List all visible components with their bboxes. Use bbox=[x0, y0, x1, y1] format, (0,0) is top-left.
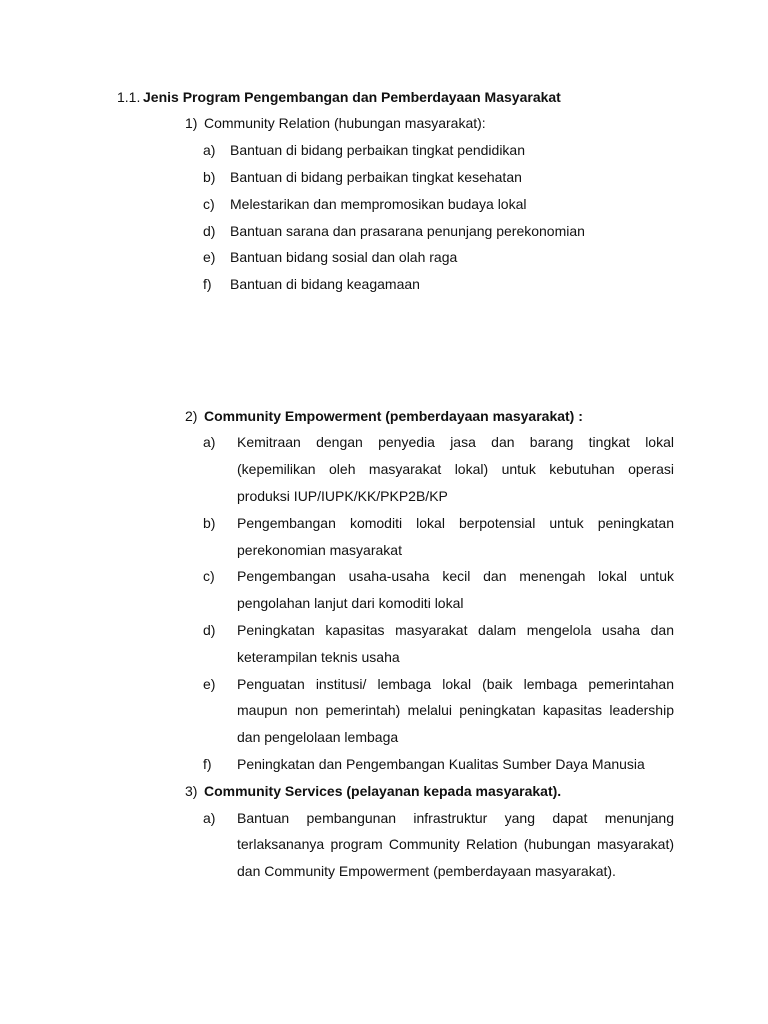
heading-number: 1.1. bbox=[117, 88, 141, 105]
list-item bbox=[0, 164, 768, 191]
list-marker: a) bbox=[203, 142, 216, 159]
item-text-line: Bantuan di bidang perbaikan tingkat pendidikan bbox=[230, 142, 526, 159]
list-marker: d) bbox=[203, 621, 216, 638]
item-text-line: keterampilan teknis usaha bbox=[237, 648, 400, 665]
item-text-line: maupun non pemerintah) melalui peningkatan kapasitas leadership bbox=[237, 702, 674, 719]
item-text-line: pengolahan lanjut dari komoditi lokal bbox=[237, 595, 464, 612]
list-marker: c) bbox=[203, 195, 215, 212]
item-text-line: Penguatan institusi/ lembaga lokal (baik lembaga pemerintahan bbox=[237, 675, 674, 692]
list-item bbox=[0, 271, 768, 298]
list-item bbox=[0, 429, 768, 509]
item-text-line: Bantuan pembangunan infrastruktur yang dapat menunjang bbox=[237, 809, 674, 826]
section-block-1 bbox=[0, 84, 768, 298]
list-item bbox=[0, 191, 768, 218]
item-text-line: dan pengelolaan lembaga bbox=[237, 729, 399, 746]
subsection-number: 1) bbox=[185, 115, 198, 132]
list-item bbox=[0, 244, 768, 271]
list-marker: a) bbox=[203, 434, 216, 451]
item-text-line: Peningkatan kapasitas masyarakat dalam mengelola usaha dan bbox=[237, 621, 674, 638]
list-item bbox=[0, 805, 768, 885]
subsection-title-text: Community Empowerment (pemberdayaan masyarakat) : bbox=[204, 407, 583, 424]
list-item bbox=[0, 563, 768, 617]
list-item bbox=[0, 751, 768, 778]
list-marker: e) bbox=[203, 675, 216, 692]
subsection-number: 2) bbox=[185, 407, 198, 424]
list-item bbox=[0, 671, 768, 751]
list-marker: b) bbox=[203, 168, 216, 185]
subsection-number: 3) bbox=[185, 782, 198, 799]
item-text-line: Bantuan di bidang perbaikan tingkat kesehatan bbox=[230, 168, 522, 185]
item-text-line: perekonomian masyarakat bbox=[237, 541, 402, 558]
item-text-line: Bantuan bidang sosial dan olah raga bbox=[230, 249, 458, 266]
section-heading bbox=[0, 84, 768, 111]
item-text-line: produksi IUP/IUPK/KK/PKP2B/KP bbox=[237, 487, 448, 504]
subsection-title-community-empowerment bbox=[0, 403, 768, 430]
subsection-title-community-services bbox=[0, 778, 768, 805]
list-marker: f) bbox=[203, 276, 212, 293]
list-item bbox=[0, 617, 768, 671]
subsection-title-text: Community Services (pelayanan kepada masyarakat). bbox=[204, 782, 562, 799]
item-text-line: Pengembangan usaha-usaha kecil dan menengah lokal untuk bbox=[237, 568, 674, 585]
item-text-line: Peningkatan dan Pengembangan Kualitas Sumber Daya Manusia bbox=[237, 755, 645, 772]
list-item bbox=[0, 510, 768, 564]
item-text-line: Bantuan di bidang keagamaan bbox=[230, 276, 420, 293]
item-text-line: terlaksananya program Community Relation (hubungan masyarakat) bbox=[237, 836, 674, 853]
list-marker: a) bbox=[203, 809, 216, 826]
list-item bbox=[0, 137, 768, 164]
item-text-line: Kemitraan dengan penyedia jasa dan barang tingkat lokal bbox=[237, 434, 674, 451]
item-text-line: dan Community Empowerment (pemberdayaan masyarakat). bbox=[237, 863, 616, 880]
subsection-title-community-relation bbox=[0, 110, 768, 137]
section-block-2 bbox=[0, 403, 768, 885]
list-marker: d) bbox=[203, 222, 216, 239]
list-marker: f) bbox=[203, 755, 212, 772]
item-text-line: (kepemilikan oleh masyarakat lokal) untuk kebutuhan operasi bbox=[237, 461, 674, 478]
item-text-line: Bantuan sarana dan prasarana penunjang perekonomian bbox=[230, 222, 585, 239]
list-item bbox=[0, 218, 768, 245]
list-marker: c) bbox=[203, 568, 215, 585]
list-marker: b) bbox=[203, 514, 216, 531]
heading-title: Jenis Program Pengembangan dan Pemberdayaan Masyarakat bbox=[143, 88, 561, 105]
subsection-title-text: Community Relation (hubungan masyarakat): bbox=[204, 115, 486, 132]
list-marker: e) bbox=[203, 249, 216, 266]
item-text-line: Melestarikan dan mempromosikan budaya lokal bbox=[230, 195, 527, 212]
item-text-line: Pengembangan komoditi lokal berpotensial untuk peningkatan bbox=[237, 514, 674, 531]
